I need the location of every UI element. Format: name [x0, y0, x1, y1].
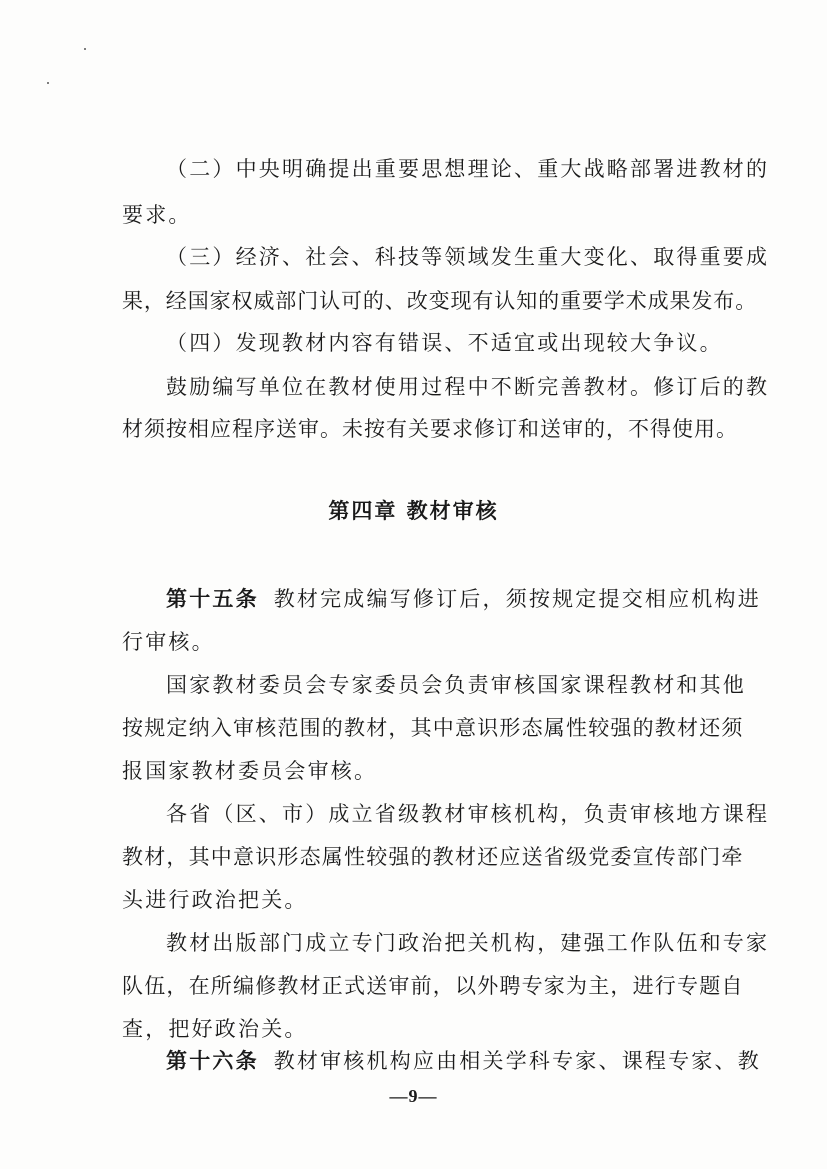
paragraph-text: 教材出版部门成立专门政治把关机构，建强工作队伍和专家 [166, 931, 770, 955]
paragraph-text: 队伍，在所编修教材正式送审前，以外聘专家为主，进行专题自 [122, 974, 744, 998]
paragraph-line [0, 627, 827, 657]
paragraph-text: 查，把好政治关。 [122, 1017, 308, 1041]
paragraph-line [0, 885, 827, 915]
paragraph-line [0, 928, 827, 958]
paragraph-line [0, 842, 827, 872]
paragraph-line [0, 286, 827, 316]
paragraph-text: 教材完成编写修订后，须按规定提交相应机构进 [273, 587, 761, 611]
chapter-heading: 第四章 教材审核 [328, 499, 499, 523]
paragraph-line [0, 154, 827, 184]
paragraph-line [0, 200, 827, 230]
paragraph-text: 行审核。 [122, 630, 215, 654]
paragraph-text: 国家教材委员会专家委员会负责审核国家课程教材和其他 [166, 673, 746, 697]
article-line [0, 584, 827, 614]
scan-speck [47, 82, 49, 84]
paragraph-text: 按规定纳入审核范围的教材，其中意识形态属性较强的教材还须 [122, 716, 744, 740]
paragraph-line [0, 756, 827, 786]
paragraph-line [0, 328, 827, 358]
paragraph-line [0, 414, 827, 444]
paragraph-text: 要求。 [122, 203, 192, 227]
paragraph-text: （三）经济、社会、科技等领域发生重大变化、取得重要成 [166, 245, 770, 269]
paragraph-text: 果，经国家权威部门认可的、改变现有认知的重要学术成果发布。 [122, 289, 758, 313]
scan-speck [84, 48, 86, 50]
paragraph-line [0, 242, 827, 272]
paragraph-line [0, 1014, 827, 1044]
paragraph-text: （二）中央明确提出重要思想理论、重大战略部署进教材的 [166, 157, 770, 181]
paragraph-line [0, 971, 827, 1001]
paragraph-text: 报国家教材委员会审核。 [122, 759, 378, 783]
paragraph-text: 教材，其中意识形态属性较强的教材还应送省级党委宣传部门牵 [122, 845, 744, 869]
paragraph-text: （四）发现教材内容有错误、不适宜或出现较大争议。 [166, 331, 723, 355]
article-label: 第十五条 [166, 586, 259, 611]
page-number: —9— [389, 1086, 438, 1106]
paragraph-text: 教材审核机构应由相关学科专家、课程专家、教 [273, 1049, 761, 1073]
article-label: 第十六条 [166, 1048, 259, 1073]
paragraph-line [0, 670, 827, 700]
paragraph-line [0, 372, 827, 402]
paragraph-text: 鼓励编写单位在教材使用过程中不断完善教材。修订后的教 [166, 375, 770, 399]
paragraph-text: 头进行政治把关。 [122, 888, 308, 912]
paragraph-line [0, 799, 827, 829]
paragraph-text: 材须按相应程序送审。未按有关要求修订和送审的，不得使用。 [122, 417, 738, 441]
article-line [0, 1046, 827, 1076]
paragraph-line [0, 713, 827, 743]
paragraph-text: 各省（区、市）成立省级教材审核机构，负责审核地方课程 [166, 802, 770, 826]
